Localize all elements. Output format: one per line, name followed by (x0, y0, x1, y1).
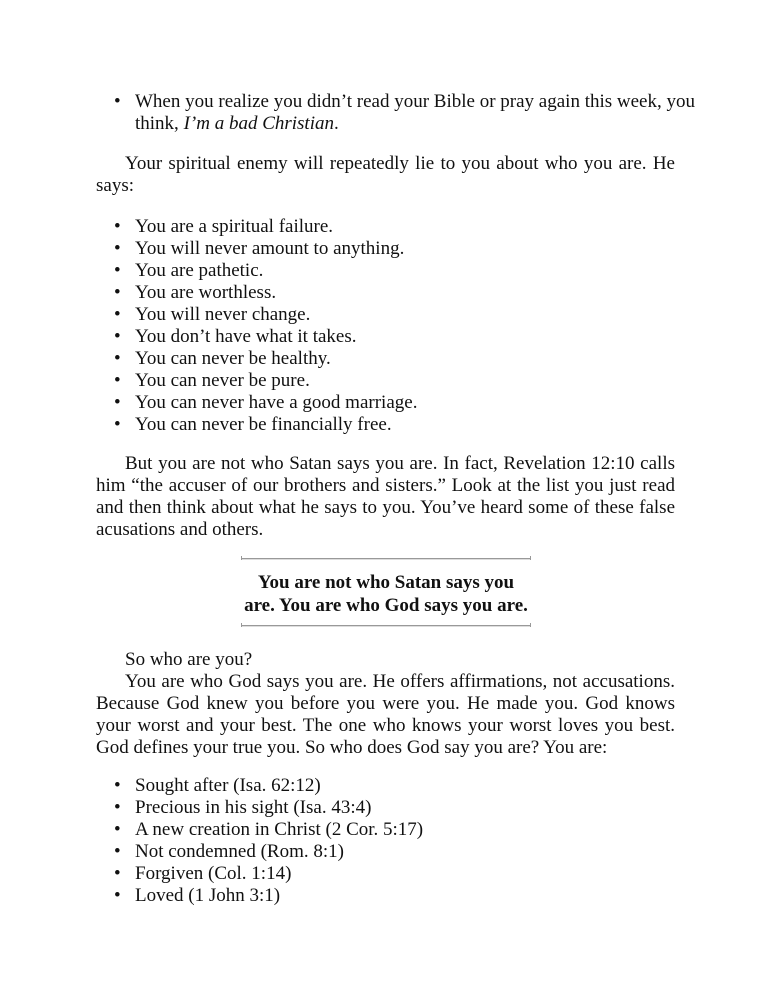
bullet-icon: • (114, 841, 121, 862)
bullet-icon: • (114, 885, 121, 906)
bullet-icon: • (114, 414, 121, 435)
list-item (96, 304, 696, 326)
list-item (96, 885, 696, 907)
lies-list (96, 216, 696, 436)
list-item-text: You can never be pure. (135, 370, 310, 391)
list-item (96, 775, 696, 797)
bullet-icon: • (114, 326, 121, 347)
list-item (96, 238, 696, 260)
paragraph-god: You are who God says you are. He offers affirmations, not accusations. Because God knew you before you were you. He made you. God knows your worst and your best. The one who knows your worst loves you best. God defines your true you. So who does God say you are? You are: (96, 671, 675, 758)
top-bullet-list (96, 91, 696, 135)
pull-quote-text: You are not who Satan says you are. You are who God says you are. (244, 572, 528, 616)
bullet-icon: • (114, 282, 121, 303)
list-item (96, 216, 696, 238)
bullet-icon: • (114, 216, 121, 237)
list-item-text: Sought after (Isa. 62:12) (135, 775, 321, 796)
list-item-text: You will never change. (135, 304, 311, 325)
list-item (96, 348, 696, 370)
list-item-text: You are pathetic. (135, 260, 264, 281)
pull-quote-top-rule (241, 558, 531, 560)
list-item-text: You are a spiritual failure. (135, 216, 334, 237)
list-item (96, 819, 696, 841)
list-item (96, 841, 696, 863)
bullet-icon: • (114, 304, 121, 325)
truths-list (96, 775, 696, 907)
bullet-icon: • (114, 863, 121, 884)
bullet-text: When you realize you didn’t read your Bible or pray again this week, you think, I’m a bad Christian. (135, 91, 695, 134)
list-item-text: Precious in his sight (Isa. 43:4) (135, 797, 372, 818)
list-item-text: You can never have a good marriage. (135, 392, 418, 413)
list-item (96, 414, 696, 436)
list-item-text: A new creation in Christ (2 Cor. 5:17) (135, 819, 424, 840)
list-item (96, 370, 696, 392)
bullet-icon: • (114, 775, 121, 796)
list-item-text: Loved (1 John 3:1) (135, 885, 281, 906)
paragraph-who: So who are you? (125, 649, 253, 670)
bullet-icon: • (114, 91, 121, 112)
list-item (96, 863, 696, 885)
list-item (96, 260, 696, 282)
paragraph-enemy: Your spiritual enemy will repeatedly lie to you about who you are. He says: (96, 153, 675, 196)
list-item (96, 326, 696, 348)
pull-quote-bottom-rule (241, 625, 531, 627)
list-item-text: You don’t have what it takes. (135, 326, 357, 347)
bullet-icon: • (114, 797, 121, 818)
list-item (96, 282, 696, 304)
list-item-text: Not condemned (Rom. 8:1) (135, 841, 344, 862)
list-item-text: You will never amount to anything. (135, 238, 405, 259)
list-item-text: You are worthless. (135, 282, 277, 303)
bullet-icon: • (114, 819, 121, 840)
bullet-icon: • (114, 370, 121, 391)
list-item-text: Forgiven (Col. 1:14) (135, 863, 292, 884)
list-item (96, 392, 696, 414)
list-item (96, 91, 696, 135)
bullet-icon: • (114, 238, 121, 259)
bullet-icon: • (114, 392, 121, 413)
bullet-icon: • (114, 348, 121, 369)
bullet-icon: • (114, 260, 121, 281)
italic-thought: I’m a bad Christian (183, 113, 334, 134)
list-item-text: You can never be healthy. (135, 348, 331, 369)
pull-quote (241, 558, 531, 628)
list-item-text: You can never be financially free. (135, 414, 392, 435)
paragraph-satan: But you are not who Satan says you are. In fact, Revelation 12:10 calls him “the accuser of our brothers and sisters.” Look at the list you just read and then think about what he says to you. You’ve heard some of these false acusations and others. (96, 453, 675, 540)
list-item (96, 797, 696, 819)
